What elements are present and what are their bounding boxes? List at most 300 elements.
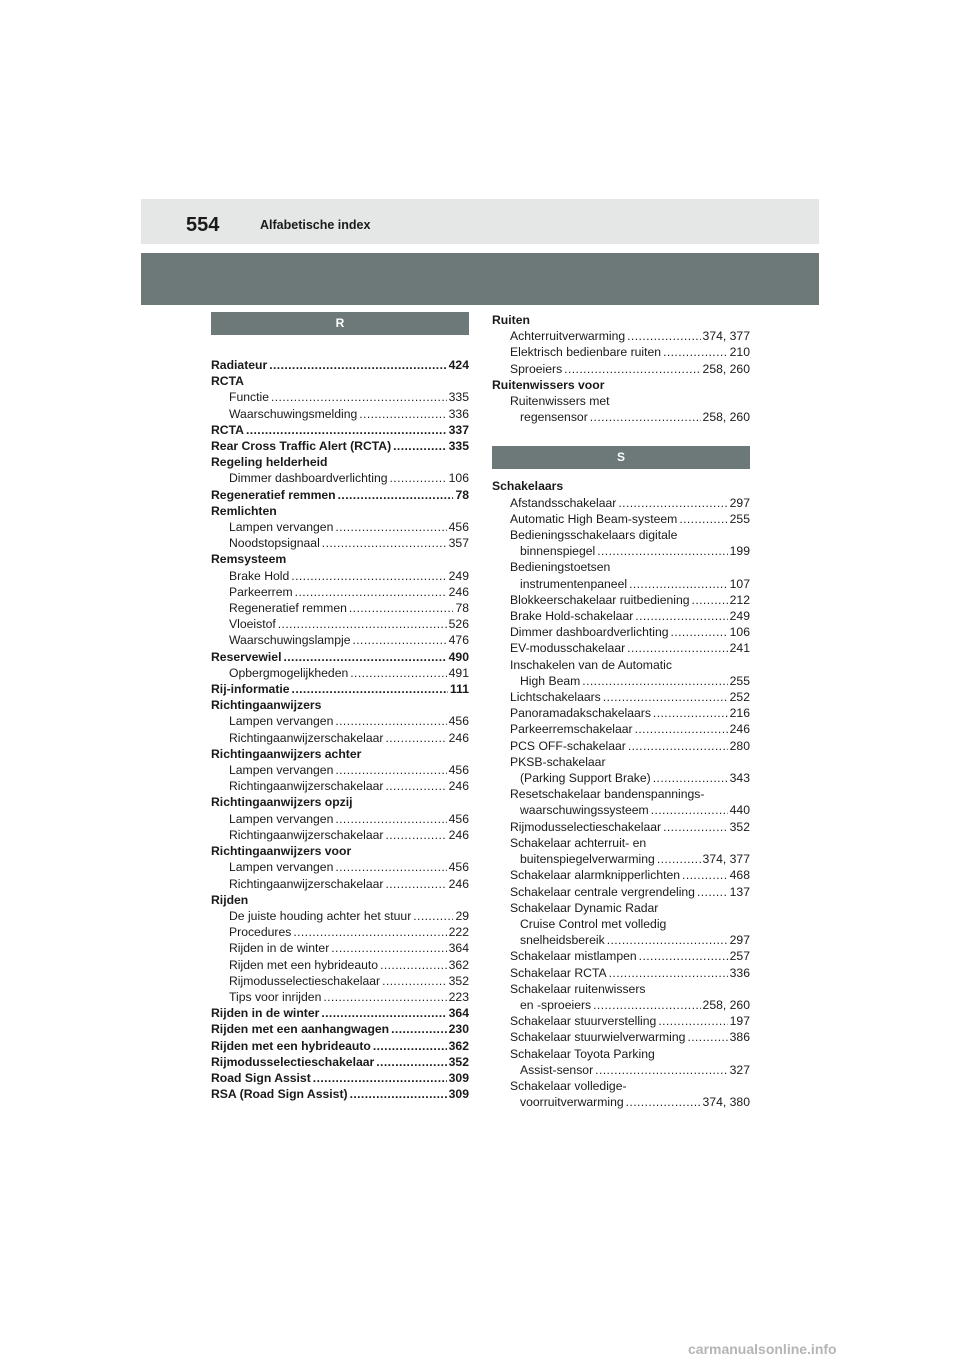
index-entry-term: Blokkeerschakelaar ruitbediening [510,592,690,607]
index-entry [492,900,750,916]
index-entry [211,746,469,762]
index-entry-page: 222 [448,925,469,940]
index-entry-page: 199 [729,544,750,559]
dot-leader [293,924,446,940]
index-entry [211,665,469,681]
index-entry-term: voorruitverwarming [520,1095,624,1110]
index-entry-term: Richtingaanwijzers achter [211,746,362,761]
index-entry [492,328,750,344]
title-bar [141,253,819,305]
index-entry-page: 246 [729,722,750,737]
index-entry-page: 440 [729,803,750,818]
index-entry [492,770,750,786]
dot-leader [283,649,446,665]
dot-leader [639,948,728,964]
index-entry-page: 456 [448,811,469,826]
index-entry-page: 297 [729,495,750,510]
index-entry-term: Rijmodusselectieschakelaar [510,819,662,834]
index-entry-term: Ruitenwissers voor [492,377,605,392]
index-entry [211,940,469,956]
dot-leader [335,859,446,875]
index-entry [211,503,469,519]
index-entry-term: Richtingaanwijzerschakelaar [229,730,384,745]
index-list-right-top [492,312,750,425]
index-entry-term: Schakelaar RCTA [510,965,607,980]
index-entry [211,1054,469,1070]
index-entry [211,1005,469,1021]
index-entry-term: Schakelaar mistlampen [510,949,637,964]
index-entry-term: Rijmodusselectieschakelaar [211,1054,375,1069]
index-entry-page: 107 [729,576,750,591]
dot-leader [687,1029,727,1045]
index-entry-page: 255 [729,673,750,688]
index-entry-term: buitenspiegelverwarming [520,852,655,867]
index-entry-page: 106 [448,471,469,486]
index-entry [492,981,750,997]
index-entry-term: Richtingaanwijzerschakelaar [229,876,384,891]
index-entry-term: Achterruitverwarming [510,329,626,344]
dot-leader [590,409,701,425]
watermark: carmanualsonline.info [688,1341,837,1357]
index-entry-term: Inschakelen van de Automatic [510,657,672,672]
index-entry-page: 258, 260 [702,997,750,1012]
dot-leader [597,543,727,559]
index-entry [492,932,750,948]
index-entry [492,1078,750,1094]
dot-leader [295,584,447,600]
index-entry [492,802,750,818]
index-entry [492,576,750,592]
index-entry-page: 327 [729,1062,750,1077]
index-entry [492,884,750,900]
index-entry-term: Lampen vervangen [229,714,334,729]
dot-leader [595,1062,728,1078]
index-entry-page: 29 [455,908,469,923]
dot-leader [391,1021,447,1037]
index-entry [492,721,750,737]
index-column-right [492,312,750,1110]
dot-leader [278,616,447,632]
dot-leader [653,770,728,786]
index-entry-page: 352 [729,819,750,834]
index-entry-term: Schakelaar Toyota Parking [510,1046,655,1061]
dot-leader [582,673,727,689]
index-entry-term: binnenspiegel [520,544,596,559]
dot-leader [609,965,728,981]
index-entry-term: Parkeerremschakelaar [510,722,633,737]
index-entry-term: Lampen vervangen [229,811,334,826]
index-entry [211,957,469,973]
index-entry-page: 343 [729,771,750,786]
index-entry-term: Rijden met een hybrideauto [229,957,379,972]
index-entry-term: Tips voor inrijden [229,989,322,1004]
dot-leader [671,624,728,640]
index-entry-term: PCS OFF-schakelaar [510,738,626,753]
index-entry-page: 456 [448,714,469,729]
dot-leader [663,819,728,835]
index-entry-term: Cruise Control met volledig [520,916,667,931]
dot-leader [679,511,727,527]
index-entry-term: Regeneratief remmen [211,487,336,502]
index-entry-page: 197 [729,1014,750,1029]
index-entry [492,478,750,494]
index-entry-page: 374, 377 [702,852,750,867]
index-entry [211,843,469,859]
index-entry [211,568,469,584]
dot-leader [564,361,700,377]
index-entry-page: 468 [729,868,750,883]
index-entry-term: Lampen vervangen [229,763,334,778]
index-entry-page: 456 [448,860,469,875]
dot-leader [651,802,728,818]
dot-leader [697,884,728,900]
dot-leader [682,867,728,883]
index-entry-term: Elektrisch bedienbare ruiten [510,345,662,360]
dot-leader [653,705,728,721]
dot-leader [385,827,446,843]
dot-leader [350,1086,447,1102]
index-entry-page: 337 [448,422,469,437]
dot-leader [382,973,447,989]
index-entry [211,989,469,1005]
index-entry-term: Dimmer dashboardverlichting [510,625,669,640]
dot-leader [618,495,727,511]
dot-leader [635,608,727,624]
index-entry-term: Rijden met een hybrideauto [211,1038,371,1053]
dot-leader [335,519,446,535]
index-entry-page: 424 [448,358,469,372]
index-entry [211,487,469,503]
index-entry-page: 490 [448,649,469,664]
index-entry [211,1070,469,1086]
index-entry-term: Lampen vervangen [229,520,334,535]
dot-leader [657,851,701,867]
index-entry [211,373,469,389]
index-entry [211,778,469,794]
index-entry [211,794,469,810]
index-entry [211,357,469,373]
index-entry-page: 258, 260 [702,361,750,376]
index-entry-page: 456 [448,763,469,778]
index-entry [492,754,750,770]
index-entry [492,624,750,640]
index-entry [492,527,750,543]
index-entry [211,389,469,405]
index-entry [492,361,750,377]
dot-leader [322,535,447,551]
index-entry [211,762,469,778]
dot-leader [629,576,728,592]
index-entry-term: Schakelaar volledige- [510,1078,627,1093]
index-entry-page: 78 [455,487,469,502]
index-entry-term: Remlichten [211,503,277,518]
dot-leader [350,665,446,681]
index-entry-term: Rijmodusselectieschakelaar [229,973,381,988]
index-entry-term: Waarschuwingsmelding [229,406,358,421]
index-entry-page: 257 [729,949,750,964]
index-entry [211,876,469,892]
index-entry-term: Schakelaar alarmknipperlichten [510,868,681,883]
dot-leader [627,640,727,656]
dot-leader [349,600,454,616]
index-entry-term: De juiste houding achter het stuur [229,908,412,923]
index-entry-term: Brake Hold [229,568,290,583]
index-entry [211,649,469,665]
index-entry-term: Remsysteem [211,552,287,567]
index-entry-page: 246 [448,730,469,745]
index-entry-term: Rijden met een aanhangwagen [211,1022,390,1037]
index-entry-page: 362 [448,957,469,972]
index-entry-term: Opbergmogelijkheden [229,665,349,680]
index-entry-term: High Beam [520,673,581,688]
dot-leader [628,738,728,754]
index-entry [211,438,469,454]
index-entry [211,811,469,827]
index-entry-page: 106 [729,625,750,640]
dot-leader [663,344,728,360]
index-entry-term: Richtingaanwijzers voor [211,844,352,859]
index-entry [211,924,469,940]
dot-leader [335,811,446,827]
dot-leader [385,876,446,892]
index-entry-page: 252 [729,690,750,705]
index-entry-page: 309 [448,1087,469,1102]
index-entry [211,908,469,924]
index-entry-term: Schakelaar centrale vergrendeling [510,884,695,899]
index-entry [492,1046,750,1062]
dot-leader [603,689,728,705]
dot-leader [373,1038,447,1054]
index-entry-term: Schakelaar achterruit- en [510,835,647,850]
index-list-left [211,357,469,1102]
index-entry-term: Bedieningsschakelaars digitale [510,528,678,543]
index-column-left [211,312,469,1102]
page-number: 554 [186,214,220,236]
dot-leader [635,721,728,737]
index-entry-term: Parkeerrem [229,584,293,599]
index-entry [492,835,750,851]
index-entry-term: Functie [229,390,269,405]
index-entry [492,673,750,689]
index-entry [492,344,750,360]
index-entry [492,377,750,393]
dot-leader [593,997,700,1013]
index-entry [492,867,750,883]
index-entry [492,851,750,867]
index-entry-page: 246 [448,779,469,794]
index-entry-page: 223 [448,989,469,1004]
index-entry-page: 246 [448,584,469,599]
index-entry [492,592,750,608]
index-entry-term: instrumentenpaneel [520,576,628,591]
index-entry-page: 336 [729,965,750,980]
index-entry [492,1094,750,1110]
index-entry [492,543,750,559]
index-entry-term: Schakelaar Dynamic Radar [510,900,659,915]
index-entry-page: 280 [729,738,750,753]
section-header-s: S [492,446,750,469]
index-entry-page: 137 [729,884,750,899]
index-entry-term: Rijden in de winter [229,941,330,956]
index-entry [211,519,469,535]
index-entry [492,511,750,527]
index-entry [492,705,750,721]
index-entry [211,859,469,875]
dot-leader [359,406,446,422]
index-entry-page: 255 [729,511,750,526]
index-entry-term: waarschuwingssysteem [520,803,649,818]
index-entry [211,470,469,486]
index-entry-term: Afstandsschakelaar [510,495,617,510]
index-entry-page: 335 [448,390,469,405]
index-entry-term: Procedures [229,925,292,940]
section-header-r: R [211,312,469,335]
index-entry [211,697,469,713]
index-entry-page: 249 [729,609,750,624]
dot-leader [352,632,446,648]
dot-leader [313,1070,447,1086]
index-entry-term: Richtingaanwijzerschakelaar [229,779,384,794]
index-entry-term: Bedieningstoetsen [510,560,611,575]
index-entry-page: 78 [455,601,469,616]
dot-leader [385,778,446,794]
index-entry-term: Brake Hold-schakelaar [510,609,634,624]
index-entry-term: RSA (Road Sign Assist) [211,1087,348,1102]
index-entry-term: Reservewiel [211,649,282,664]
index-entry-term: PKSB-schakelaar [510,754,606,769]
dot-leader [335,762,446,778]
index-entry [492,1062,750,1078]
index-entry-term: Road Sign Assist [211,1070,311,1085]
index-entry [492,657,750,673]
dot-leader [338,487,454,503]
index-entry [211,1021,469,1037]
index-entry-page: 374, 380 [702,1095,750,1110]
dot-leader [393,438,447,454]
index-entry-page: 364 [448,941,469,956]
index-entry [492,393,750,409]
index-entry [211,535,469,551]
index-entry [211,406,469,422]
dot-leader [390,470,447,486]
index-entry-term: Radiateur [211,358,268,372]
index-entry-term: Ruiten [492,313,530,327]
index-entry-term: Schakelaar ruitenwissers [510,981,646,996]
index-entry [211,827,469,843]
index-entry [492,495,750,511]
index-entry [492,738,750,754]
index-entry-page: 216 [729,706,750,721]
index-entry [211,713,469,729]
index-entry [492,689,750,705]
dot-leader [385,730,446,746]
index-entry [211,600,469,616]
index-entry [211,681,469,697]
dot-leader [380,957,447,973]
index-entry [492,1013,750,1029]
index-entry [492,948,750,964]
index-entry-term: Richtingaanwijzers [211,698,322,713]
index-entry-page: 246 [448,827,469,842]
index-entry-page: 335 [448,439,469,454]
index-entry-page: 352 [448,1054,469,1069]
index-entry-page: 210 [729,345,750,360]
header-band [141,199,819,244]
index-entry [492,409,750,425]
index-entry-term: Dimmer dashboardverlichting [229,471,388,486]
index-entry-term: Lichtschakelaars [510,690,601,705]
index-entry-term: Noodstopsignaal [229,536,320,551]
index-entry [492,786,750,802]
index-entry [211,454,469,470]
index-entry [492,640,750,656]
index-entry-term: (Parking Support Brake) [520,771,651,786]
index-entry [211,422,469,438]
index-entry-term: EV-modusschakelaar [510,641,626,656]
index-entry-term: Regeneratief remmen [229,601,347,616]
dot-leader [692,592,728,608]
index-entry-page: 241 [729,641,750,656]
index-entry-page: 352 [448,973,469,988]
index-entry [211,616,469,632]
dot-leader [376,1054,446,1070]
index-entry-page: 386 [729,1030,750,1045]
index-entry-term: Automatic High Beam-systeem [510,511,678,526]
index-entry-term: Resetschakelaar bandenspannings- [510,787,705,802]
index-list-right-bottom [492,478,750,1110]
index-entry-page: 364 [448,1006,469,1021]
index-entry-term: Vloeistof [229,617,276,632]
dot-leader [292,681,448,697]
index-entry [211,973,469,989]
index-entry-page: 362 [448,1038,469,1053]
index-entry-term: Regeling helderheid [211,455,328,470]
index-entry-page: 476 [448,633,469,648]
dot-leader [413,908,453,924]
index-entry [492,608,750,624]
index-entry-page: 336 [448,406,469,421]
dot-leader [271,389,447,405]
index-entry [211,632,469,648]
index-entry-term: Schakelaars [492,479,564,494]
dot-leader [331,940,446,956]
index-entry [211,892,469,908]
index-entry [211,551,469,567]
index-entry-term: Richtingaanwijzerschakelaar [229,827,384,842]
index-entry-page: 249 [448,568,469,583]
index-entry-term: RCTA [211,422,244,437]
index-entry-term: en -sproeiers [520,997,592,1012]
index-entry-term: regensensor [520,410,588,425]
index-entry-term: Rear Cross Traffic Alert (RCTA) [211,439,392,454]
index-entry-page: 456 [448,520,469,535]
dot-leader [321,1005,446,1021]
index-entry-page: 357 [448,536,469,551]
index-entry [492,312,750,328]
index-entry-term: Sproeiers [510,361,563,376]
index-entry-term: Panoramadakschakelaars [510,706,651,721]
index-entry-term: snelheidsbereik [520,933,605,948]
index-entry-term: RCTA [211,374,244,389]
index-entry-page: 111 [450,682,469,697]
index-entry-page: 491 [448,665,469,680]
index-entry-term: Rijden in de winter [211,1006,320,1021]
dot-leader [607,932,728,948]
page-title: Alfabetische index [260,218,371,232]
dot-leader [627,328,700,344]
dot-leader [269,357,446,373]
index-entry-page: 230 [448,1022,469,1037]
